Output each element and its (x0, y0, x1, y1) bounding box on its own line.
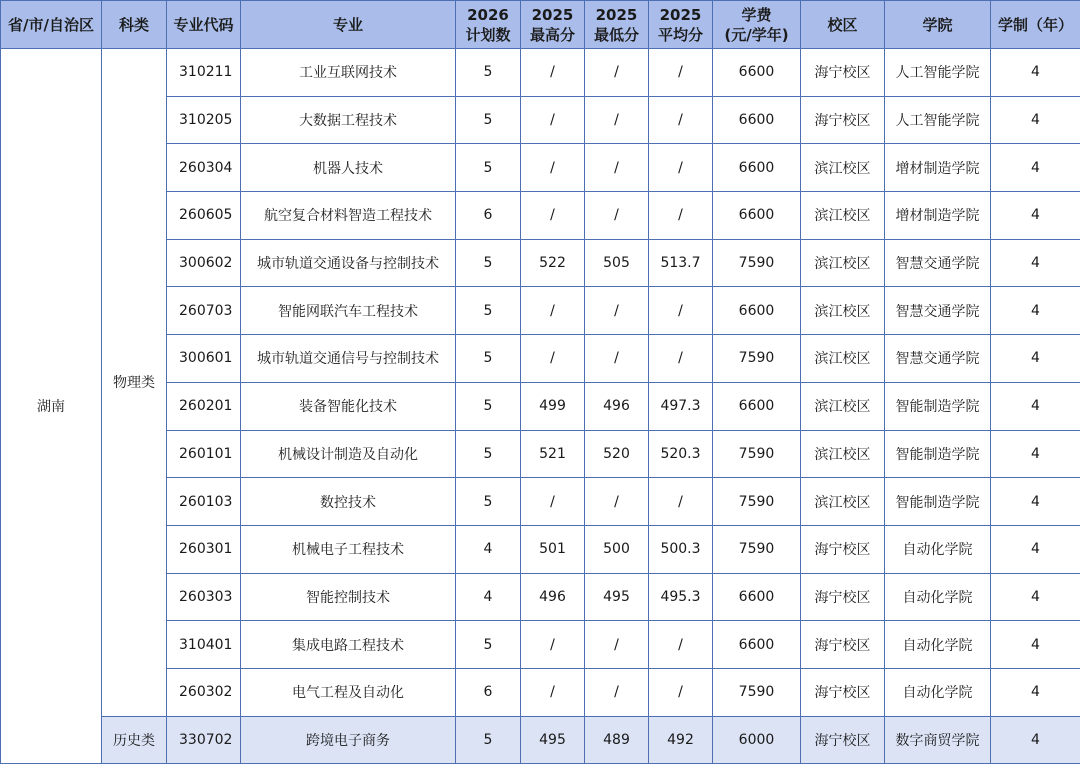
major-cell: 智能控制技术 (241, 573, 456, 621)
min-cell: / (585, 335, 649, 383)
major-cell: 机械设计制造及自动化 (241, 430, 456, 478)
duration-cell: 4 (991, 668, 1080, 716)
table-row (1, 716, 1080, 764)
header-plan (456, 1, 521, 49)
major-cell: 工业互联网技术 (241, 49, 456, 97)
duration-cell: 4 (991, 192, 1080, 240)
max-cell: / (521, 335, 585, 383)
college-cell: 智慧交通学院 (885, 287, 991, 335)
code-cell: 310401 (167, 621, 241, 669)
avg-cell: / (649, 287, 713, 335)
plan-cell: 4 (456, 525, 521, 573)
min-cell: 495 (585, 573, 649, 621)
college-cell: 自动化学院 (885, 668, 991, 716)
fee-cell: 7590 (713, 525, 801, 573)
min-cell: 489 (585, 716, 649, 764)
college-cell: 数字商贸学院 (885, 716, 991, 764)
avg-cell: 497.3 (649, 382, 713, 430)
campus-cell: 海宁校区 (801, 716, 885, 764)
avg-cell: 500.3 (649, 525, 713, 573)
avg-cell: 520.3 (649, 430, 713, 478)
code-cell: 300602 (167, 239, 241, 287)
major-cell: 集成电路工程技术 (241, 621, 456, 669)
major-cell: 大数据工程技术 (241, 96, 456, 144)
code-cell: 260301 (167, 525, 241, 573)
major-cell: 机器人技术 (241, 144, 456, 192)
major-cell: 智能网联汽车工程技术 (241, 287, 456, 335)
header-max-year: 2025 (531, 5, 574, 24)
fee-cell: 7590 (713, 430, 801, 478)
max-cell: / (521, 49, 585, 97)
province-cell: 湖南 (1, 49, 102, 764)
code-cell: 260703 (167, 287, 241, 335)
max-cell: 496 (521, 573, 585, 621)
max-cell: / (521, 96, 585, 144)
min-cell: / (585, 192, 649, 240)
college-cell: 智能制造学院 (885, 382, 991, 430)
campus-cell: 滨江校区 (801, 430, 885, 478)
duration-cell: 4 (991, 716, 1080, 764)
campus-cell: 海宁校区 (801, 96, 885, 144)
college-cell: 自动化学院 (885, 525, 991, 573)
fee-cell: 6000 (713, 716, 801, 764)
max-cell: / (521, 287, 585, 335)
code-cell: 330702 (167, 716, 241, 764)
code-cell: 260101 (167, 430, 241, 478)
college-cell: 智慧交通学院 (885, 335, 991, 383)
fee-cell: 6600 (713, 382, 801, 430)
avg-cell: / (649, 192, 713, 240)
campus-cell: 滨江校区 (801, 239, 885, 287)
header-min (585, 1, 649, 49)
avg-cell: 513.7 (649, 239, 713, 287)
max-cell: / (521, 668, 585, 716)
header-campus: 校区 (801, 1, 885, 49)
duration-cell: 4 (991, 382, 1080, 430)
campus-cell: 滨江校区 (801, 382, 885, 430)
fee-cell: 6600 (713, 144, 801, 192)
college-cell: 智能制造学院 (885, 478, 991, 526)
college-cell: 智慧交通学院 (885, 239, 991, 287)
max-cell: / (521, 621, 585, 669)
fee-cell: 7590 (713, 668, 801, 716)
campus-cell: 滨江校区 (801, 478, 885, 526)
duration-cell: 4 (991, 287, 1080, 335)
fee-cell: 6600 (713, 96, 801, 144)
duration-cell: 4 (991, 49, 1080, 97)
min-cell: / (585, 478, 649, 526)
fee-cell: 7590 (713, 478, 801, 526)
code-cell: 310205 (167, 96, 241, 144)
major-cell: 城市轨道交通信号与控制技术 (241, 335, 456, 383)
max-cell: 499 (521, 382, 585, 430)
plan-cell: 5 (456, 144, 521, 192)
header-max (521, 1, 585, 49)
college-cell: 智能制造学院 (885, 430, 991, 478)
major-cell: 装备智能化技术 (241, 382, 456, 430)
college-cell: 自动化学院 (885, 621, 991, 669)
category-cell-physics: 物理类 (102, 49, 167, 717)
header-major: 专业 (241, 1, 456, 49)
duration-cell: 4 (991, 335, 1080, 383)
plan-cell: 6 (456, 668, 521, 716)
plan-cell: 5 (456, 716, 521, 764)
major-cell: 城市轨道交通设备与控制技术 (241, 239, 456, 287)
fee-cell: 7590 (713, 239, 801, 287)
code-cell: 260605 (167, 192, 241, 240)
code-cell: 300601 (167, 335, 241, 383)
min-cell: 500 (585, 525, 649, 573)
college-cell: 人工智能学院 (885, 96, 991, 144)
campus-cell: 滨江校区 (801, 144, 885, 192)
header-max-label: 最高分 (529, 25, 575, 44)
campus-cell: 海宁校区 (801, 525, 885, 573)
header-avg-label: 平均分 (657, 25, 703, 44)
campus-cell: 滨江校区 (801, 335, 885, 383)
header-college: 学院 (885, 1, 991, 49)
table-header (1, 1, 1080, 49)
code-cell: 260303 (167, 573, 241, 621)
code-cell: 260201 (167, 382, 241, 430)
avg-cell: / (649, 621, 713, 669)
min-cell: / (585, 49, 649, 97)
code-cell: 260304 (167, 144, 241, 192)
min-cell: 520 (585, 430, 649, 478)
plan-cell: 5 (456, 287, 521, 335)
header-fee-unit: (元/学年) (724, 25, 789, 44)
campus-cell: 滨江校区 (801, 192, 885, 240)
max-cell: / (521, 192, 585, 240)
header-duration: 学制（年） (991, 1, 1080, 49)
fee-cell: 6600 (713, 192, 801, 240)
avg-cell: / (649, 668, 713, 716)
max-cell: 501 (521, 525, 585, 573)
avg-cell: / (649, 96, 713, 144)
major-cell: 数控技术 (241, 478, 456, 526)
duration-cell: 4 (991, 430, 1080, 478)
avg-cell: / (649, 49, 713, 97)
plan-cell: 5 (456, 478, 521, 526)
category-cell-history: 历史类 (102, 716, 167, 764)
campus-cell: 海宁校区 (801, 49, 885, 97)
header-avg-year: 2025 (659, 5, 702, 24)
plan-cell: 6 (456, 192, 521, 240)
duration-cell: 4 (991, 239, 1080, 287)
major-cell: 机械电子工程技术 (241, 525, 456, 573)
min-cell: / (585, 144, 649, 192)
campus-cell: 海宁校区 (801, 668, 885, 716)
code-cell: 260103 (167, 478, 241, 526)
max-cell: 522 (521, 239, 585, 287)
plan-cell: 4 (456, 573, 521, 621)
min-cell: 496 (585, 382, 649, 430)
header-province: 省/市/自治区 (1, 1, 102, 49)
min-cell: / (585, 621, 649, 669)
min-cell: / (585, 287, 649, 335)
header-code: 专业代码 (167, 1, 241, 49)
college-cell: 自动化学院 (885, 573, 991, 621)
college-cell: 增材制造学院 (885, 192, 991, 240)
plan-cell: 5 (456, 430, 521, 478)
plan-cell: 5 (456, 382, 521, 430)
table-body (1, 49, 1080, 764)
fee-cell: 6600 (713, 49, 801, 97)
min-cell: 505 (585, 239, 649, 287)
college-cell: 增材制造学院 (885, 144, 991, 192)
campus-cell: 海宁校区 (801, 573, 885, 621)
header-row (1, 1, 1080, 49)
avg-cell: 492 (649, 716, 713, 764)
min-cell: / (585, 96, 649, 144)
duration-cell: 4 (991, 478, 1080, 526)
max-cell: / (521, 144, 585, 192)
max-cell: 521 (521, 430, 585, 478)
campus-cell: 海宁校区 (801, 621, 885, 669)
table-row (1, 49, 1080, 97)
min-cell: / (585, 668, 649, 716)
max-cell: / (521, 478, 585, 526)
campus-cell: 滨江校区 (801, 287, 885, 335)
fee-cell: 6600 (713, 287, 801, 335)
code-cell: 310211 (167, 49, 241, 97)
duration-cell: 4 (991, 573, 1080, 621)
header-fee-label: 学费 (741, 5, 772, 24)
major-cell: 电气工程及自动化 (241, 668, 456, 716)
plan-cell: 5 (456, 49, 521, 97)
avg-cell: / (649, 144, 713, 192)
code-cell: 260302 (167, 668, 241, 716)
header-min-label: 最低分 (593, 25, 639, 44)
header-category: 科类 (102, 1, 167, 49)
avg-cell: / (649, 335, 713, 383)
header-plan-label: 计划数 (465, 25, 511, 44)
plan-cell: 5 (456, 621, 521, 669)
plan-cell: 5 (456, 96, 521, 144)
avg-cell: 495.3 (649, 573, 713, 621)
duration-cell: 4 (991, 525, 1080, 573)
duration-cell: 4 (991, 96, 1080, 144)
max-cell: 495 (521, 716, 585, 764)
fee-cell: 7590 (713, 335, 801, 383)
fee-cell: 6600 (713, 621, 801, 669)
plan-cell: 5 (456, 239, 521, 287)
duration-cell: 4 (991, 144, 1080, 192)
duration-cell: 4 (991, 621, 1080, 669)
major-cell: 航空复合材料智造工程技术 (241, 192, 456, 240)
plan-cell: 5 (456, 335, 521, 383)
avg-cell: / (649, 478, 713, 526)
fee-cell: 6600 (713, 573, 801, 621)
header-plan-year: 2026 (467, 5, 509, 24)
header-min-year: 2025 (595, 5, 638, 24)
header-fee (713, 1, 801, 49)
header-avg (649, 1, 713, 49)
college-cell: 人工智能学院 (885, 49, 991, 97)
major-cell: 跨境电子商务 (241, 716, 456, 764)
